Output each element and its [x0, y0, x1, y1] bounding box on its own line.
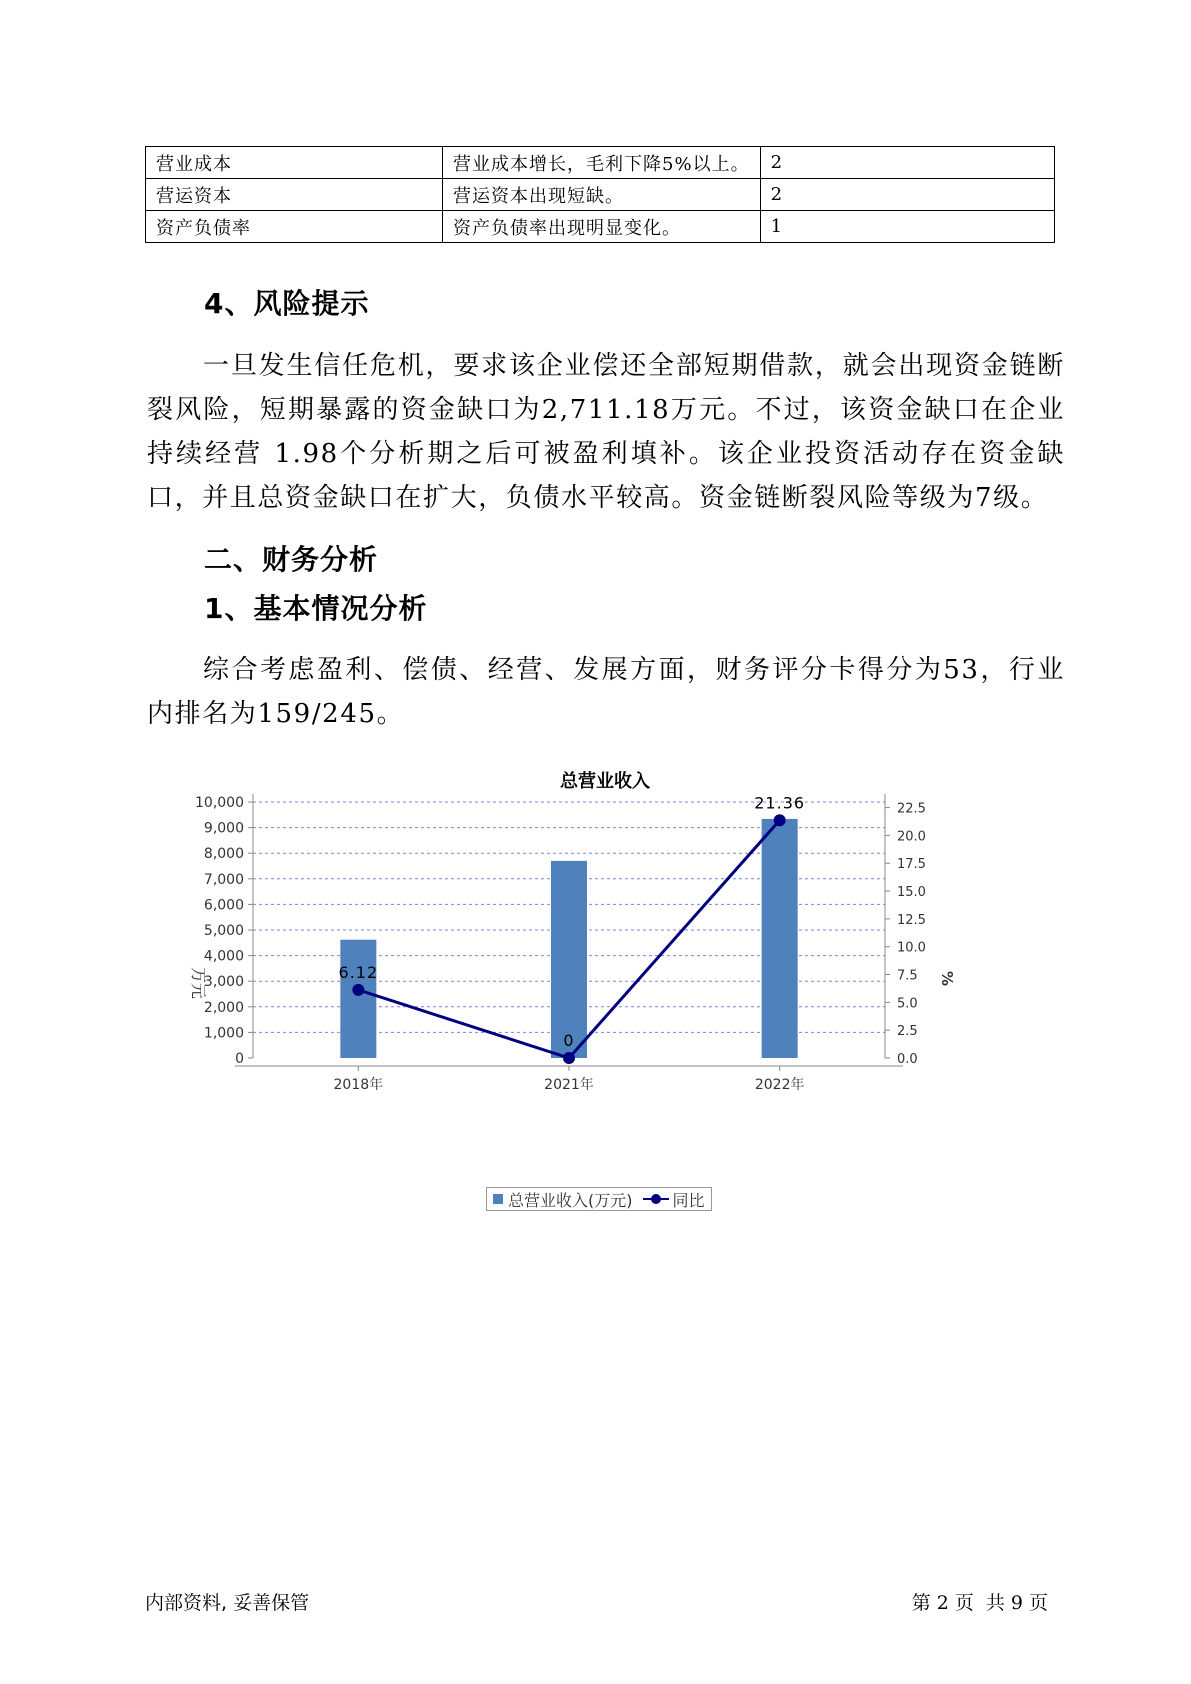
basic-analysis-heading: 1、基本情况分析 — [204, 592, 428, 625]
legend-bar-label: 总营业收入(万元) — [508, 1190, 633, 1210]
chart-legend — [486, 1187, 712, 1211]
table-row — [146, 211, 1055, 243]
y-axis-label: 万元 — [189, 967, 208, 1000]
y2-tick-label: 20.0 — [897, 829, 926, 845]
y-tick-label: 10,000 — [195, 795, 244, 811]
table-cell-item: 营业成本 — [146, 147, 443, 179]
y-tick-label: 5,000 — [203, 923, 244, 939]
yoy-point — [352, 984, 364, 996]
table-row — [146, 179, 1055, 211]
y-tick-label: 2,000 — [203, 999, 244, 1016]
y2-tick-label: 12.5 — [897, 912, 926, 928]
table-cell-description: 营运资本出现短缺。 — [443, 179, 761, 211]
x-tick-label: 2021年 — [544, 1077, 594, 1093]
y-tick-label: 8,000 — [203, 846, 244, 863]
total-num: 9 — [1010, 1592, 1023, 1614]
y-tick-label: 6,000 — [203, 897, 244, 914]
table-cell-level: 2 — [760, 147, 1054, 179]
legend-bar-swatch — [493, 1194, 503, 1204]
y2-tick-label: 2.5 — [897, 1024, 918, 1040]
x-tick-label: 2022年 — [754, 1077, 805, 1093]
risk-indicator-table — [145, 146, 1055, 243]
table-cell-item: 资产负债率 — [146, 211, 443, 243]
risk-section-heading: 4、风险提示 — [204, 287, 370, 320]
y2-axis-label: % — [938, 971, 956, 987]
revenue-bar — [551, 861, 587, 1058]
total-prefix: 共 — [985, 1592, 1005, 1614]
page-prefix: 第 — [911, 1592, 931, 1614]
revenue-bar — [340, 940, 376, 1058]
table-cell-description: 资产负债率出现明显变化。 — [443, 211, 761, 243]
y2-tick-label: 0.0 — [897, 1052, 918, 1067]
total-unit: 页 — [1028, 1592, 1048, 1614]
revenue-bar — [762, 819, 798, 1058]
legend-line-swatch — [643, 1193, 669, 1205]
chart-title: 总营业收入 — [560, 771, 650, 792]
y-tick-label: 3,000 — [203, 974, 244, 991]
footer-page-number — [912, 1588, 1054, 1615]
y2-tick-label: 15.0 — [897, 885, 926, 901]
table-cell-description: 营业成本增长，毛利下降5%以上。 — [443, 147, 761, 179]
x-tick-label: 2018年 — [333, 1077, 384, 1093]
y-tick-label: 1,000 — [203, 1025, 244, 1042]
yoy-point — [774, 814, 786, 826]
finance-paragraph: 综合考虑盈利、偿债、经营、发展方面，财务评分卡得分为53，行业内排名为159/245。 — [147, 655, 1065, 729]
table-row — [146, 147, 1055, 179]
y-tick-label: 0 — [235, 1051, 244, 1067]
footer-confidential-note: 内部资料, 妥善保管 — [145, 1592, 310, 1614]
y2-tick-label: 10.0 — [897, 940, 926, 956]
y-tick-label: 7,000 — [203, 871, 244, 888]
table-cell-level: 1 — [760, 211, 1054, 243]
chart-bars — [340, 819, 797, 1058]
y2-tick-label: 5.0 — [897, 996, 918, 1012]
y-tick-label: 9,000 — [203, 820, 244, 837]
legend-line-label: 同比 — [672, 1190, 705, 1210]
y-tick-label: 4,000 — [203, 948, 244, 965]
table-cell-item: 营运资本 — [146, 179, 443, 211]
yoy-data-label: 21.36 — [754, 793, 806, 813]
table-cell-level: 2 — [760, 179, 1054, 211]
risk-paragraph: 一旦发生信任危机，要求该企业偿还全部短期借款，就会出现资金链断裂风险，短期暴露的资金缺口为2,711.18万元。不过，该资金缺口在企业持续经营 1.98个分析期之后可被盈利填补。该企业投资活动存在资金缺口，并且总资金缺口在扩大，负债水平较高。资金链断裂风险等级为7级。 — [147, 351, 1065, 513]
yoy-data-label: 0 — [563, 1031, 575, 1050]
y2-tick-label: 17.5 — [897, 857, 926, 873]
y2-tick-label: 7.5 — [897, 968, 918, 984]
yoy-data-label: 6.12 — [338, 962, 379, 982]
yoy-point — [563, 1052, 575, 1064]
revenue-chart — [185, 795, 975, 1215]
y2-tick-label: 22.5 — [897, 801, 926, 817]
page-unit: 页 — [954, 1592, 974, 1614]
page-num: 2 — [936, 1592, 949, 1614]
finance-section-heading: 二、财务分析 — [204, 543, 379, 576]
